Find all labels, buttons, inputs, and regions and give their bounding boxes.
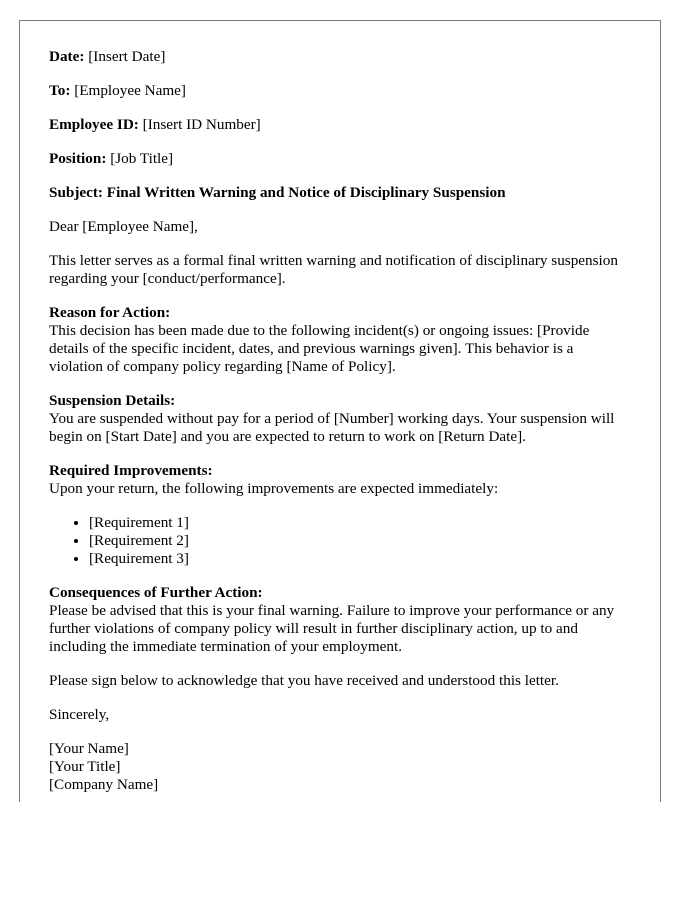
acknowledge-paragraph: Please sign below to acknowledge that you have received and understood this letter.	[49, 672, 559, 689]
recipient-line	[49, 82, 631, 100]
suspension-body: You are suspended without pay for a period of [Number] working days. Your suspension will begin on [Start Date] and you are expected to return to work on [Return Date].	[49, 410, 615, 445]
suspension-section	[49, 392, 631, 446]
requirement-item: • [Requirement 1]	[89, 514, 631, 532]
improvements-section	[49, 462, 631, 498]
position-label: Position:	[49, 150, 107, 167]
date-value: [Insert Date]	[88, 48, 166, 65]
employee-id-label: Employee ID:	[49, 116, 139, 133]
signature-title: [Your Title]	[49, 758, 121, 775]
position-line	[49, 150, 631, 168]
position-value: [Job Title]	[110, 150, 174, 167]
consequences-section	[49, 584, 631, 656]
salutation: Dear [Employee Name],	[49, 218, 198, 235]
reason-section	[49, 304, 631, 376]
suspension-title: Suspension Details:	[49, 392, 176, 409]
consequences-body: Please be advised that this is your final warning. Failure to improve your performance or any further violations of company policy will result in further disciplinary action, up to and including the immediate termination of your employment.	[49, 602, 615, 655]
employee-id-value: [Insert ID Number]	[142, 116, 261, 133]
date-label: Date:	[49, 48, 85, 65]
signature-block	[49, 740, 631, 794]
employee-id-line	[49, 116, 631, 134]
subject-line	[49, 184, 631, 202]
date-line	[49, 48, 631, 66]
letter-document	[19, 20, 661, 802]
recipient-label: To:	[49, 82, 71, 99]
improvements-body: Upon your return, the following improvements are expected immediately:	[49, 480, 499, 497]
requirement-item: • [Requirement 2]	[89, 532, 631, 550]
reason-body: This decision has been made due to the following incident(s) or ongoing issues: [Provide details of the specific incident, dates, and previous warnings given]. This behavior is a violation of company policy regarding [Name of Policy].	[49, 322, 590, 375]
requirements-list	[49, 514, 631, 568]
consequences-title: Consequences of Further Action:	[49, 584, 263, 601]
intro-paragraph: This letter serves as a formal final written warning and notification of disciplinary suspension regarding your [conduct/performance].	[49, 252, 618, 287]
improvements-title: Required Improvements:	[49, 462, 213, 479]
signature-name: [Your Name]	[49, 740, 129, 757]
closing: Sincerely,	[49, 706, 110, 723]
subject-text: Subject: Final Written Warning and Notice of Disciplinary Suspension	[49, 184, 506, 201]
reason-title: Reason for Action:	[49, 304, 171, 321]
recipient-value: [Employee Name]	[74, 82, 186, 99]
requirement-item: • [Requirement 3]	[89, 550, 631, 568]
signature-company: [Company Name]	[49, 776, 159, 793]
